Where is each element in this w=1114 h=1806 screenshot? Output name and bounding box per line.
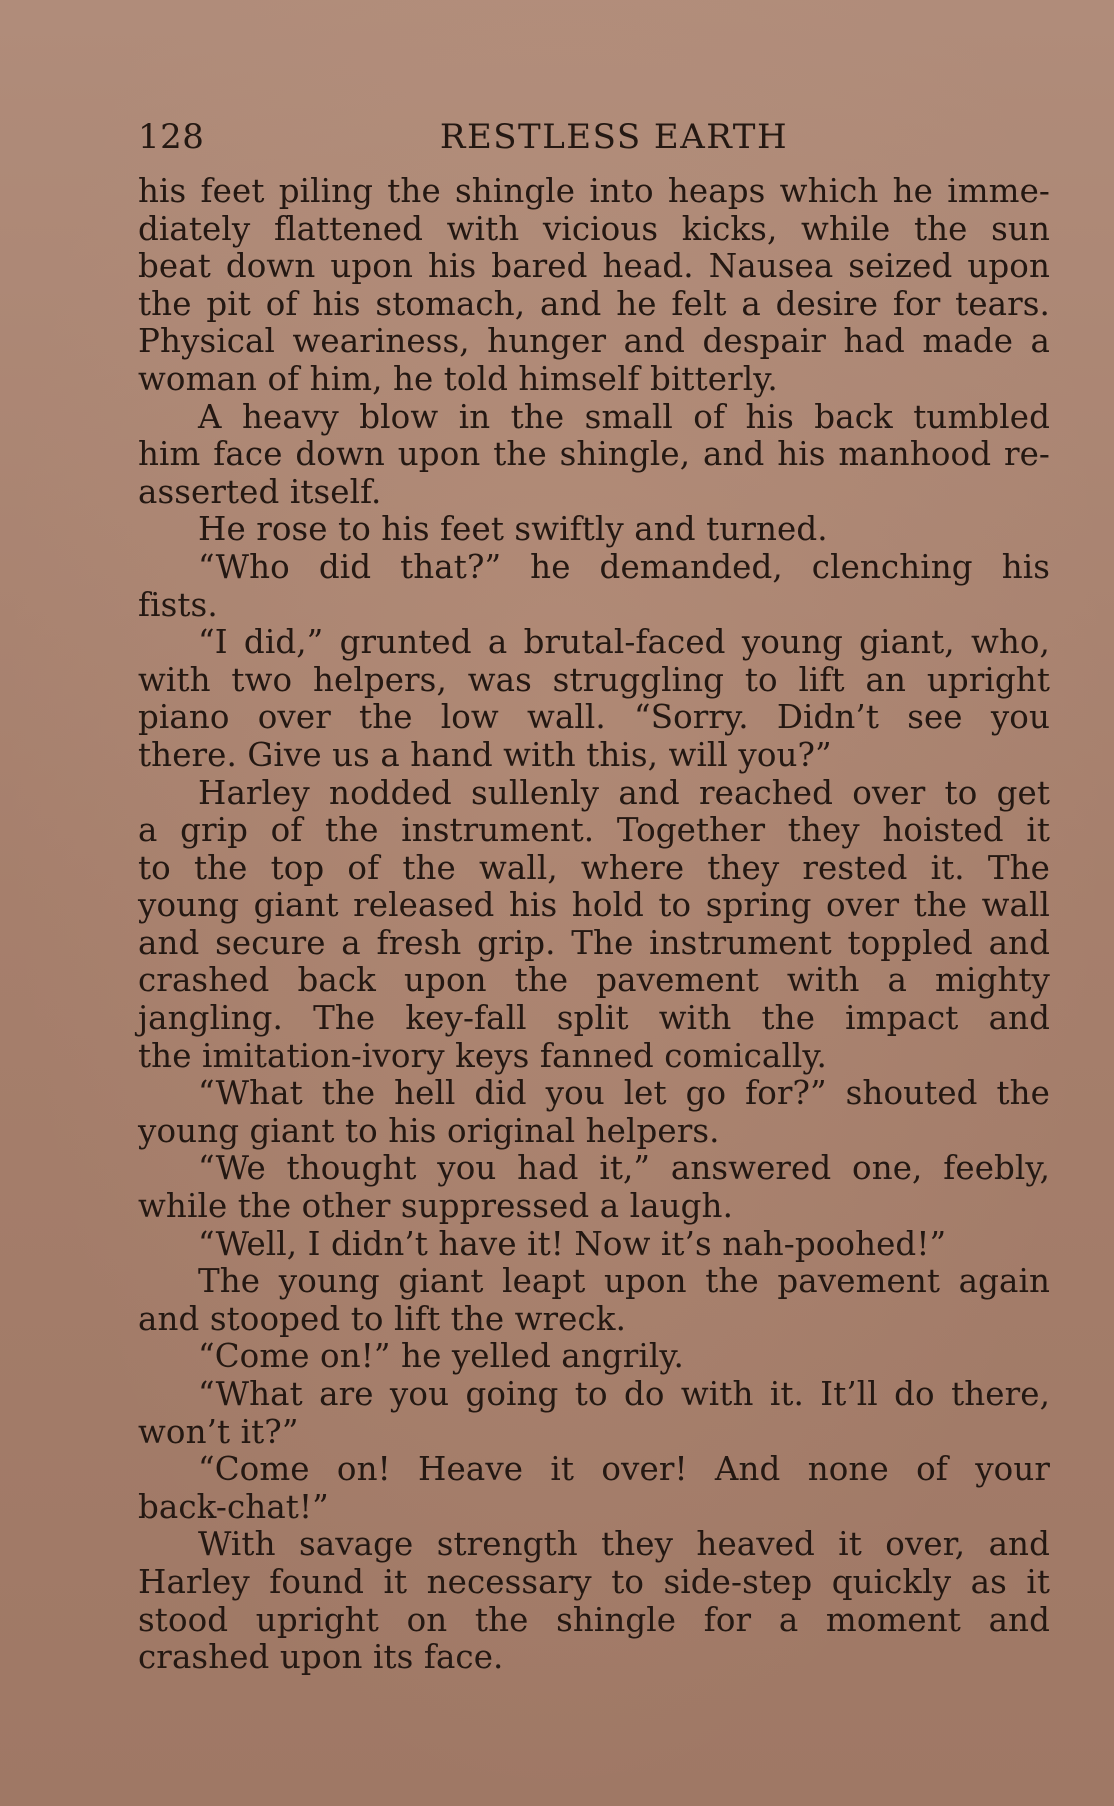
text-line: diately flattened with vicious kicks, while the sun xyxy=(138,209,1050,248)
text-line: piano over the low wall. “Sorry. Didn’t see you xyxy=(138,698,1050,737)
text-line: there. Give us a hand with this, will you?” xyxy=(138,735,832,774)
text-line: jangling. The key-fall split with the impact and xyxy=(138,999,1050,1038)
text-line: “Well, I didn’t have it! Now it’s nah-poohed!” xyxy=(198,1224,947,1263)
text-line: “What the hell did you let go for?” shouted the xyxy=(198,1074,1050,1113)
body-text xyxy=(138,173,1050,1677)
text-line: He rose to his feet swiftly and turned. xyxy=(198,510,828,549)
text-line: Harley nodded sullenly and reached over to get xyxy=(198,773,1050,812)
text-line: The young giant leapt upon the pavement again xyxy=(198,1262,1050,1301)
text-line: him face down upon the shingle, and his manhood re- xyxy=(138,435,1050,474)
text-line: fists. xyxy=(138,585,218,624)
running-head: RESTLESS EARTH xyxy=(439,117,789,157)
text-line: the pit of his stomach, and he felt a desire for tears. xyxy=(138,284,1050,323)
text-line: his feet piling the shingle into heaps which he imme- xyxy=(138,172,1050,210)
text-line: “Come on!” he yelled angrily. xyxy=(198,1337,684,1376)
text-line: and secure a fresh grip. The instrument toppled and xyxy=(138,923,1050,962)
text-line: “Who did that?” he demanded, clenching his xyxy=(198,547,1050,586)
text-line: to the top of the wall, where they rested it. The xyxy=(138,848,1050,887)
text-line: young giant released his hold to spring over the wall xyxy=(138,886,1050,925)
text-line: “What are you going to do with it. It’ll do there, xyxy=(198,1375,1050,1413)
page-number: 128 xyxy=(138,117,205,157)
text-line: and stooped to lift the wreck. xyxy=(138,1299,627,1338)
text-line: with two helpers, was struggling to lift an upright xyxy=(138,660,1050,699)
text-line: Physical weariness, hunger and despair had made a xyxy=(138,322,1050,361)
text-line: crashed back upon the pavement with a mighty xyxy=(138,961,1050,1000)
page-header xyxy=(138,112,1050,162)
text-line: Harley found it necessary to side-step quickly as it xyxy=(138,1562,1050,1601)
text-line: woman of him, he told himself bitterly. xyxy=(138,359,778,398)
text-line: young giant to his original helpers. xyxy=(138,1111,720,1150)
text-line: back-chat!” xyxy=(138,1487,329,1526)
text-line: With savage strength they heaved it over, and xyxy=(198,1525,1050,1564)
text-line: “We thought you had it,” answered one, feebly, xyxy=(198,1149,1050,1188)
text-line: asserted itself. xyxy=(138,472,382,511)
text-line: a grip of the instrument. Together they hoisted it xyxy=(138,811,1050,850)
text-line: won’t it?” xyxy=(138,1412,299,1451)
text-line: A heavy blow in the small of his back tumbled xyxy=(198,397,1050,436)
text-line: stood upright on the shingle for a moment and xyxy=(138,1600,1050,1639)
text-line: “I did,” grunted a brutal-faced young giant, who, xyxy=(198,623,1050,662)
text-line: beat down upon his bared head. Nausea seized upon xyxy=(138,247,1050,286)
text-line: crashed upon its face. xyxy=(138,1638,504,1677)
text-line: the imitation-ivory keys fanned comically. xyxy=(138,1036,827,1075)
text-line: while the other suppressed a laugh. xyxy=(138,1187,734,1226)
text-line: “Come on! Heave it over! And none of your xyxy=(198,1450,1050,1489)
